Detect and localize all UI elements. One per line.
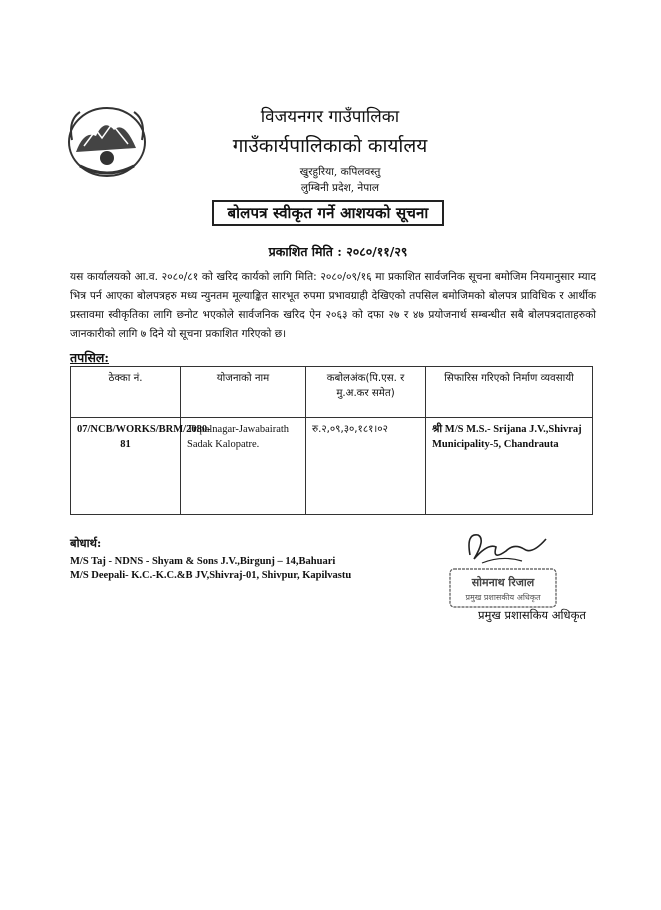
cc-label: बोधार्थ: — [70, 536, 102, 550]
nepal-emblem-icon — [62, 100, 152, 180]
municipality-name: विजयनगर गाउँपालिका — [260, 107, 400, 127]
award-table — [70, 366, 593, 515]
cc-recipient: M/S Taj - NDNS - Shyam & Sons J.V.,Birgunj – 14,Bahuari — [70, 556, 336, 567]
official-stamp-icon — [448, 567, 558, 609]
table-header-row — [71, 367, 593, 418]
cc-recipient: M/S Deepali- K.C.-K.C.&B JV,Shivraj-01, Shivpur, Kapilvastu — [70, 570, 352, 581]
col-header-project-name: योजनाको नाम — [181, 367, 306, 418]
project-name: Tripalnagar-Jawabairath Sadak Kalopatre. — [181, 418, 306, 515]
notice-body: यस कार्यालयको आ.व. २०८०/८१ को खरिद कार्यको लागि मिति: २०८०/०९/१६ मा प्रकाशित सार्वजनिक सूचना बमोजिम नियमानुसार म्याद भित्र पर्न आएका बोलपत्रहरु मध्य न्युनतम मूल्याङ्कित सारभूत रुपमा प्रभावग्राही देखिएको तपसिल बमोजिमको बोलपत्र प्राविधिक र आर्थीक प्रस्तावमा स्वीकृतिका लागि छनोट भएकोले सार्वजनिक खरिद ऐन २०६३ को दफा २७ र ४७ प्रयोजनार्थ सम्बन्धीत सबै बोलपत्रदाताहरुको जानकारीको लागि ७ दिने यो सूचना प्रकाशित गरिएको छ। — [70, 271, 596, 340]
signature-icon — [452, 525, 552, 570]
published-date: प्रकाशित मिति : २०८०/११/२९ — [268, 244, 408, 259]
recommended-contractor: श्री M/S M.S.- Srijana J.V.,Shivraj Municipality-5, Chandrauta — [426, 418, 593, 515]
officer-designation: प्रमुख प्रशासकिय अधिकृत — [478, 608, 586, 622]
table-row — [71, 418, 593, 515]
svg-text:प्रमुख प्रशासकीय अधिकृत: प्रमुख प्रशासकीय अधिकृत — [465, 593, 541, 602]
col-header-contract-no: ठेक्का नं. — [71, 367, 181, 418]
office-address: खुरहुरिया, कपिलवस्तु — [299, 166, 381, 178]
schedule-label: तपसिल: — [70, 350, 110, 365]
office-name: गाउँकार्यपालिकाको कार्यालय — [232, 135, 428, 157]
col-header-bid-amount: कबोलअंक(पि.एस. र मु.अ.कर समेत) — [306, 367, 426, 418]
notice-title: बोलपत्र स्वीकृत गर्ने आशयको सूचना — [212, 200, 444, 226]
province-name: लुम्बिनी प्रदेश, नेपाल — [300, 182, 380, 194]
col-header-contractor: सिफारिस गरिएको निर्माण व्यवसायी — [426, 367, 593, 418]
bid-amount: रु.२,०९,३०,१८१।०२ — [306, 418, 426, 515]
contract-number: 07/NCB/WORKS/BRM/2080-81 — [71, 418, 181, 515]
svg-text:सोमनाथ रिजाल: सोमनाथ रिजाल — [471, 576, 535, 589]
